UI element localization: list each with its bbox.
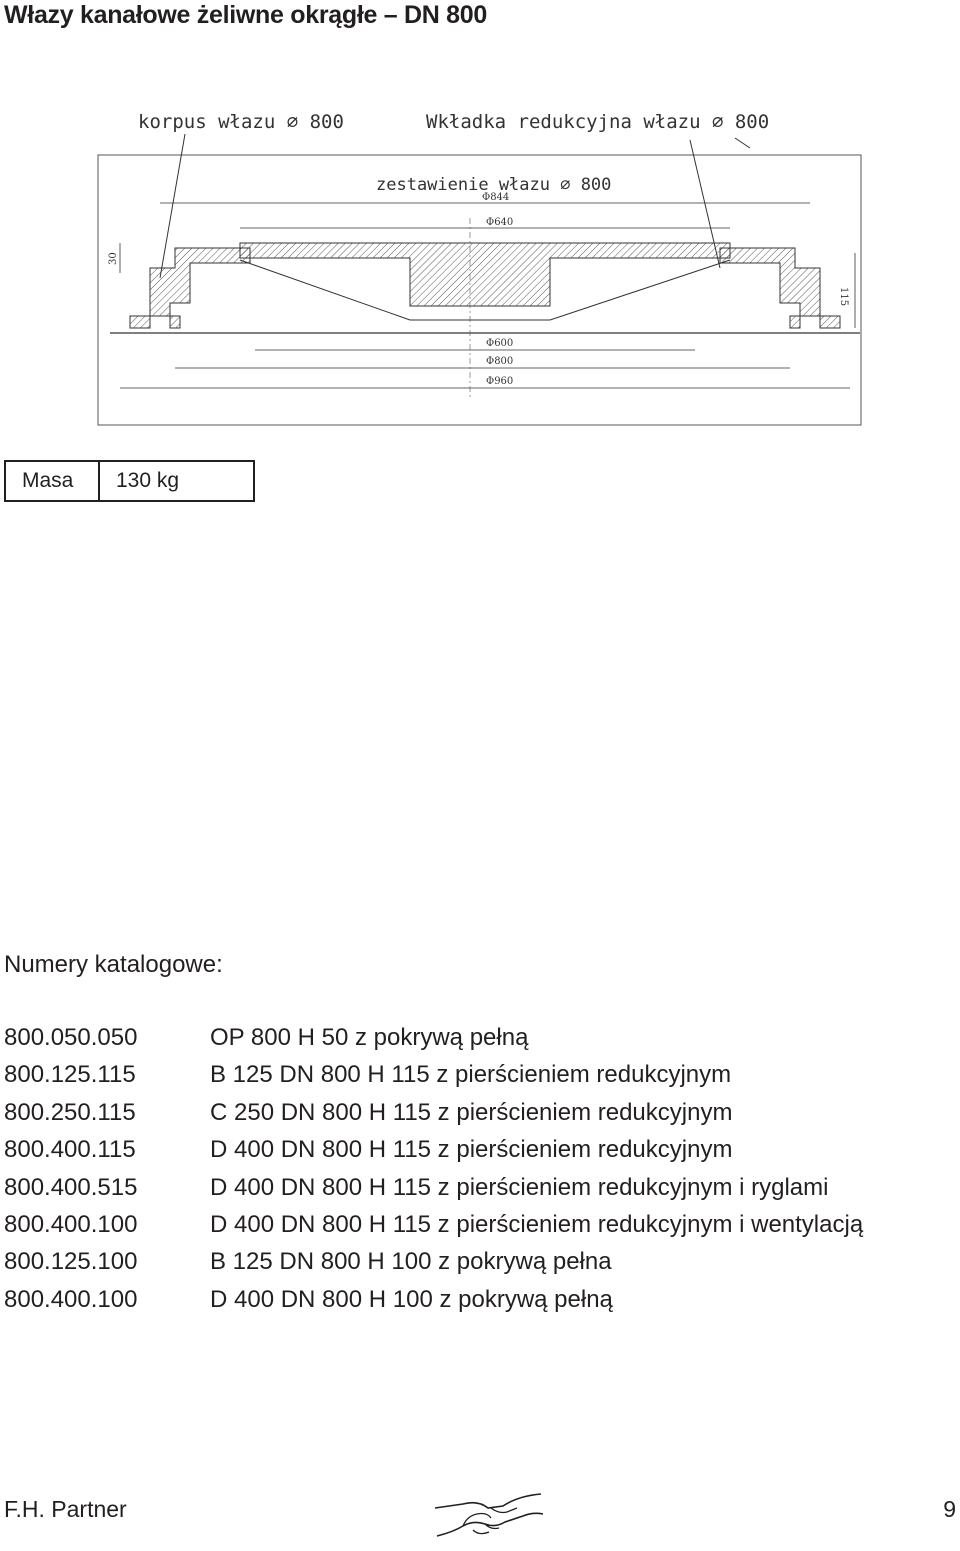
catalog-code: 800.250.115 bbox=[4, 1098, 136, 1126]
page-number: 9 bbox=[943, 1496, 956, 1522]
catalog-code: 800.400.100 bbox=[4, 1210, 138, 1238]
catalog-row bbox=[4, 1246, 954, 1283]
mass-table bbox=[4, 460, 255, 502]
dim-600: Φ600 bbox=[486, 338, 514, 349]
catalog-description: B 125 DN 800 H 115 z pierścieniem redukcyjnym bbox=[210, 1061, 732, 1089]
catalog-row bbox=[4, 1134, 954, 1171]
catalog-row bbox=[4, 1209, 954, 1246]
catalog-description: D 400 DN 800 H 115 z pierścieniem redukcyjnym i ryglami bbox=[210, 1173, 829, 1201]
label-korpus: korpus włazu ⌀ 800 bbox=[138, 111, 344, 133]
catalog-description: C 250 DN 800 H 115 z pierścieniem redukcyjnym bbox=[210, 1098, 733, 1126]
dim-960: Φ960 bbox=[486, 376, 514, 387]
dim-800: Φ800 bbox=[486, 356, 514, 367]
mass-label: Masa bbox=[6, 462, 100, 500]
handshake-icon bbox=[433, 1486, 545, 1546]
catalog-code: 800.400.100 bbox=[4, 1285, 138, 1313]
page-title: Włazy kanałowe żeliwne okrągłe – DN 800 bbox=[4, 1, 487, 29]
catalog-list bbox=[4, 1022, 954, 1321]
technical-drawing bbox=[90, 88, 880, 433]
label-wkladka: Wkładka redukcyjna włazu ⌀ 800 bbox=[426, 111, 770, 133]
catalog-row bbox=[4, 1284, 954, 1321]
catalog-heading: Numery katalogowe: bbox=[4, 951, 223, 978]
catalog-description: D 400 DN 800 H 115 z pierścieniem redukcyjnym bbox=[210, 1136, 733, 1164]
catalog-code: 800.125.100 bbox=[4, 1248, 138, 1276]
catalog-code: 800.400.115 bbox=[4, 1136, 136, 1164]
label-zestawienie: zestawienie włazu ⌀ 800 bbox=[376, 175, 612, 195]
catalog-description: B 125 DN 800 H 100 z pokrywą pełna bbox=[210, 1248, 612, 1276]
catalog-code: 800.400.515 bbox=[4, 1173, 138, 1201]
dim-115: 115 bbox=[838, 287, 849, 307]
dim-640: Φ640 bbox=[486, 217, 514, 228]
footer-brand: F.H. Partner bbox=[4, 1496, 127, 1522]
catalog-row bbox=[4, 1022, 954, 1059]
catalog-description: D 400 DN 800 H 100 z pokrywą pełną bbox=[210, 1285, 613, 1313]
catalog-row bbox=[4, 1097, 954, 1134]
dim-30: 30 bbox=[108, 252, 119, 265]
catalog-row bbox=[4, 1059, 954, 1096]
mass-value: 130 kg bbox=[116, 469, 180, 492]
catalog-description: OP 800 H 50 z pokrywą pełną bbox=[210, 1024, 529, 1051]
catalog-row bbox=[4, 1172, 954, 1209]
catalog-code: 800.125.115 bbox=[4, 1061, 136, 1089]
catalog-code: 800.050.050 bbox=[4, 1024, 138, 1051]
dim-844: Φ844 bbox=[482, 192, 510, 203]
catalog-description: D 400 DN 800 H 115 z pierścieniem redukcyjnym i wentylacją bbox=[210, 1210, 864, 1238]
